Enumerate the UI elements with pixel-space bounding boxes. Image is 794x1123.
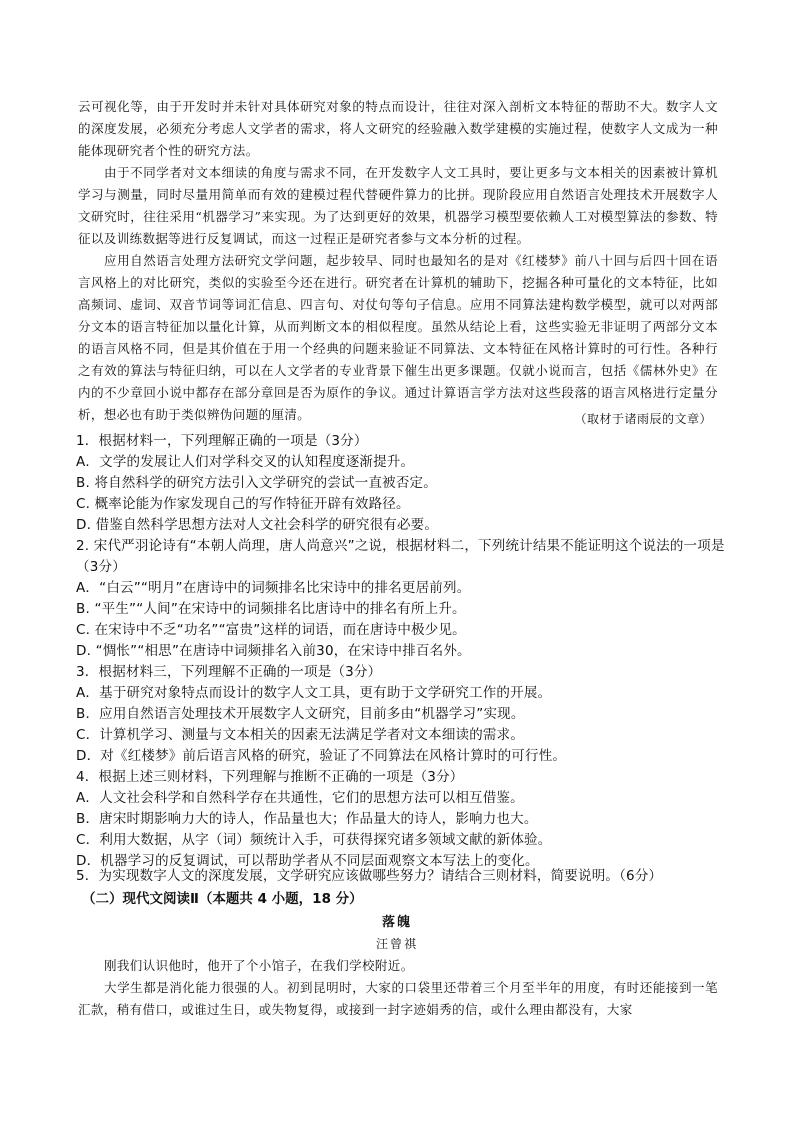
story-author: 汪曾祺 bbox=[375, 937, 418, 951]
question-2-option-c: C. 在宋诗中不乏“功名”“富贵”这样的词语，而在唐诗中极少见。 bbox=[76, 622, 466, 638]
question-5-stem: 5．为实现数字人文的深度发展，文学研究应该做哪些努力？请结合三则材料，简要说明。（6分） bbox=[76, 868, 663, 884]
question-2-option-b: B. “平生”“人间”在宋诗中的词频排名比唐诗中的排名有所上升。 bbox=[76, 601, 466, 617]
question-1-option-a: A．文学的发展让人们对学科交叉的认知程度逐渐提升。 bbox=[76, 454, 415, 470]
passage-paragraph-1: 云可视化等，由于开发时并未针对具体研究对象的特点而设计，往往对深入剖析文本特征的帮助不大。数字人文的深度发展，必须充分考虑人文学者的需求，将人文研究的经验融入数学建模的实施过程，使数字人文成为一种能体现研究者个性的研究方法。 bbox=[78, 99, 718, 158]
question-4-stem: 4．根据上述三则材料，下列理解与推断不正确的一项是（3分） bbox=[76, 769, 464, 785]
question-4-option-d: D．机器学习的反复调试，可以帮助学者从不同层面观察文本写法上的变化。 bbox=[76, 853, 539, 869]
question-4-option-c: C．利用大数据，从字（词）频统计入手，可获得探究诸多领域文献的新体验。 bbox=[76, 832, 552, 848]
question-1-option-b: B. 将自然科学的研究方法引入文学研究的尝试一直被否定。 bbox=[76, 475, 437, 491]
question-4-option-b: B．唐宋时期影响力大的诗人，作品量也大；作品量大的诗人，影响力也大。 bbox=[76, 811, 538, 827]
question-3-option-a: A．基于研究对象特点而设计的数字人文工具，更有助于文学研究工作的开展。 bbox=[76, 685, 552, 701]
question-1-option-d: D. 借鉴自然科学思想方法对人文社会科学的研究很有必要。 bbox=[76, 517, 439, 533]
passage-paragraph-2: 由于不同学者对文本细读的角度与需求不同，在开发数字人文工具时，要让更多与文本相关的因素被计算机学习与测量，同时尽量用简单而有效的建模过程代替硬件算力的比拼。现阶段应用自然语言处理技术开展数字人文研究时，往往采用“机器学习”来实现。为了达到更好的效果，机器学习模型要依赖人工对模型算法的参数、特征以及训练数据等进行反复调试，而这一过程正是研究者参与文本分析的过程。 bbox=[78, 165, 718, 246]
question-2-option-d: D. “惆怅”“相思”在唐诗中词频排名入前30，在宋诗中排百名外。 bbox=[76, 643, 471, 659]
question-3-stem: 3．根据材料三，下列理解不正确的一项是（3分） bbox=[76, 664, 382, 680]
question-1-option-c: C. 概率论能为作家发现自己的写作特征开辟有效路径。 bbox=[76, 496, 410, 512]
question-3-option-c: C．计算机学习、测量与文本相关的因素无法满足学者对文本细读的需求。 bbox=[76, 727, 525, 743]
section-heading: （二）现代文阅读Ⅱ（本题共 4 小题，18 分） bbox=[82, 891, 363, 907]
question-3-option-b: B．应用自然语言处理技术开展数字人文研究，目前多由“机器学习”实现。 bbox=[76, 706, 525, 722]
question-2-option-a: A．“白云”“明月”在唐诗中的词频排名比宋诗中的排名更居前列。 bbox=[76, 580, 471, 596]
passage-source: （取材于诸雨辰的文章） bbox=[574, 412, 712, 426]
question-3-option-d: D．对《红楼梦》前后语言风格的研究，验证了不同算法在风格计算时的可行性。 bbox=[76, 748, 567, 764]
passage-paragraph-3: 应用自然语言处理方法研究文学问题，起步较早、同时也最知名的是对《红楼梦》前八十回与后四十回在语言风格上的对比研究，类似的实验至今还在进行。研究者在计算机的辅助下，挖掘各种可量化的文本特征，比如高频词、虚词、双音节词等词汇信息、四言句、对仗句等句子信息。应用不同算法建构数学模型，就可以对两部分文本的语言特征加以量化计算，从而判断文本的相似程度。虽然从结论上看，这些实验无非证明了两部分文本的语言风格不同，但是其价值在于用一个经典的问题来验证不同算法、文本特征在风格计算时的可行性。各种行之有效的算法与特征归纳，可以在人文学者的专业背景下催生出更多课题。仅就小说而言，包括《儒林外史》在内的不少章回小说中都存在部分章回是否为原作的争议。通过计算语言学方法对这些段落的语言风格进行定量分析，想必也有助于类似辨伪问题的厘清。 bbox=[78, 253, 718, 422]
question-4-option-a: A．人文社会科学和自然科学存在共通性，它们的思想方法可以相互借鉴。 bbox=[76, 790, 524, 806]
question-1-stem: 1．根据材料一，下列理解正确的一项是（3分） bbox=[76, 433, 368, 449]
story-title: 落魄 bbox=[381, 915, 412, 930]
question-2-stem: 2. 宋代严羽论诗有“本朝人尚理，唐人尚意兴”之说，根据材料二，下列统计结果不能证明这个说法的一项是（3分） bbox=[76, 538, 725, 575]
story-paragraph-2: 大学生都是消化能力很强的人。初到昆明时，大家的口袋里还带着三个月至半年的用度，有时还能接到一笔汇款，稍有借口，或谁过生日，或失物复得，或接到一封字迹娟秀的信，或什么理由都没有，大家 bbox=[78, 980, 718, 1017]
story-paragraph-1: 刚我们认识他时，他开了个小馆子，在我们学校附近。 bbox=[104, 958, 414, 973]
